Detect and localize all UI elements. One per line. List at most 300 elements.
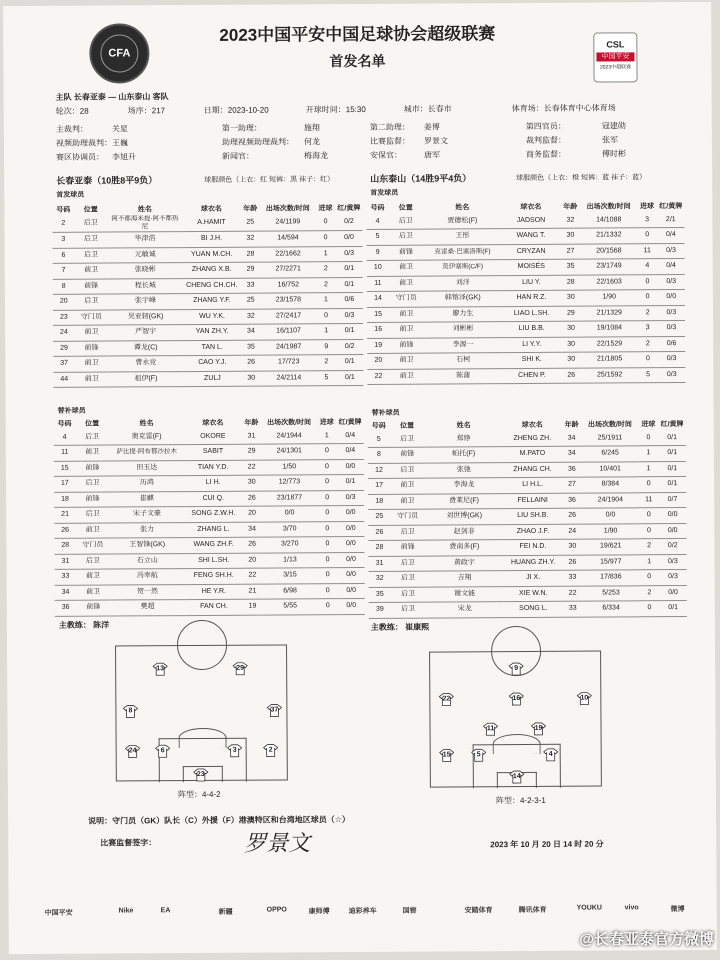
official-role: 助理视频助理裁判： (221, 137, 294, 147)
sponsor-logo: 康师傅 (308, 908, 330, 916)
player-cell: 16/752 (261, 277, 316, 293)
player-cell: 张弛 (424, 462, 503, 478)
player-cell: 24/1944 (261, 428, 317, 444)
player-cell: 0 (317, 475, 337, 491)
player-cell: 1 (316, 324, 336, 340)
player-cell: 36 (562, 493, 582, 509)
player-cell: 0/3 (657, 274, 684, 290)
player-cell: 0 (318, 568, 338, 584)
player-cell: 8 (53, 279, 75, 295)
player-cell: TIAN Y.D. (184, 460, 241, 476)
player-cell: 石立山 (110, 553, 185, 569)
column-header: 出场次数/时间 (587, 421, 632, 429)
player-cell: CHEN P. (503, 368, 562, 384)
player-cell: 0/1 (336, 354, 363, 370)
player-shirt-icon (122, 704, 138, 718)
player-cell: 前锋 (390, 447, 424, 463)
player-cell: 贾德松(F) (423, 213, 502, 229)
player-cell: 0/0 (659, 585, 686, 601)
player-cell: 0 (316, 231, 336, 247)
player-row (54, 443, 364, 460)
shirt-number: 23 (196, 770, 205, 779)
sponsor-logo: 微博 (670, 906, 685, 914)
player-cell: FAN CH. (185, 599, 242, 615)
player-cell: WANG T. (502, 228, 561, 244)
player-cell: MOISÉS (502, 259, 561, 275)
player-cell: 0/2 (335, 214, 362, 231)
player-cell: 0 (317, 490, 337, 506)
player-cell: 30 (561, 290, 581, 306)
column-header: 年龄 (243, 205, 258, 213)
player-cell: 30 (560, 228, 580, 244)
player-cell: 前卫 (75, 372, 108, 388)
player-cell: 25/1592 (581, 367, 638, 383)
player-cell: 1/13 (262, 552, 318, 568)
player-cell: 后卫 (389, 214, 423, 230)
player-cell: FELLAINI (503, 493, 562, 509)
shirt-number: 19 (534, 724, 543, 732)
player-cell: 0 (639, 601, 659, 617)
sponsor-logo: 迪彩养车 (348, 907, 377, 916)
player-cell: 1 (316, 293, 336, 309)
sponsor-logo: 新疆 (218, 908, 233, 916)
player-cell: 后卫 (391, 571, 425, 587)
player-cell: 30 (561, 321, 581, 337)
player-cell: 24/1904 (582, 492, 639, 508)
player-cell: 0/4 (657, 259, 684, 275)
player-cell: ZULJ (183, 371, 241, 387)
player-cell: 31 (242, 429, 262, 445)
shirt-number: 4 (548, 750, 553, 758)
player-cell: 刘彬彬 (424, 322, 503, 338)
away-subs-table (368, 418, 687, 618)
player-cell: 1/50 (262, 459, 318, 475)
player-cell: 14/594 (260, 231, 315, 247)
player-cell: 0/3 (658, 305, 685, 321)
player-shirt-icon (125, 744, 141, 758)
player-cell: SONG L. (504, 601, 563, 617)
player-cell: 崔麒 (109, 491, 184, 507)
official-name: 姜博 (423, 122, 440, 132)
player-cell: 2 (316, 277, 336, 293)
player-cell: 34 (55, 585, 77, 601)
player-cell: 历鸿 (109, 476, 184, 492)
player-cell: 前卫 (389, 260, 423, 276)
player-cell: 27/2417 (261, 308, 316, 324)
player-cell: 守门员 (390, 509, 424, 525)
player-cell: LIU SH.B. (503, 508, 562, 524)
city: 城市：长春市 (403, 104, 452, 114)
player-cell: 前卫 (76, 569, 109, 585)
player-cell: 33 (562, 570, 582, 586)
player-cell: 0/0 (337, 505, 364, 521)
official-role: 比赛监督： (369, 136, 410, 146)
player-row (54, 521, 364, 538)
cfa-logo-text: CFA (100, 34, 138, 72)
player-cell: 3 (638, 321, 658, 337)
player-cell: 5 (638, 367, 658, 383)
player-cell: 2 (52, 216, 74, 233)
player-shirt-icon (508, 692, 524, 706)
player-cell: 17 (54, 476, 76, 492)
player-row (52, 230, 362, 247)
player-cell: 0/1 (336, 323, 363, 339)
official-role: 商务监督： (525, 149, 567, 159)
player-cell: 严智宇 (108, 325, 183, 341)
page-subtitle: 首发名单 (329, 52, 386, 70)
player-cell: 23/1578 (261, 293, 316, 309)
column-header: 姓名 (137, 206, 152, 214)
player-cell: 0 (638, 352, 658, 368)
player-shirt-icon (508, 662, 524, 676)
column-header: 红/黄牌 (338, 418, 362, 427)
player-row (53, 292, 363, 309)
player-cell: 后卫 (74, 216, 107, 233)
player-cell: 31 (54, 554, 76, 570)
away-kit: 球服颜色（上衣：橙 短裤：蓝 袜子：蓝） (516, 174, 647, 183)
player-cell: 34 (562, 431, 582, 447)
player-cell: 30 (562, 539, 582, 555)
home-starters-table (52, 202, 363, 388)
player-cell: 26 (54, 523, 76, 539)
player-cell: 0/0 (337, 536, 364, 552)
player-cell: 费南多(F) (425, 540, 504, 556)
player-cell: 0 (318, 599, 338, 615)
player-cell: 0/1 (659, 477, 686, 493)
player-cell: 17/836 (583, 570, 640, 586)
player-cell: 25 (241, 293, 261, 309)
player-cell: 16 (367, 322, 389, 338)
player-cell: 18 (368, 494, 390, 510)
player-cell: 前锋 (74, 279, 107, 295)
player-cell: 20 (367, 353, 389, 369)
shirt-number: 6 (160, 747, 165, 755)
column-header: 球衣名 (520, 203, 542, 212)
home-formation: 阵型：4-4-2 (177, 789, 221, 800)
player-cell: 2 (316, 355, 336, 371)
player-cell: 39 (369, 602, 391, 618)
official-name: 张军 (601, 135, 618, 145)
shirt-number: 22 (442, 695, 451, 703)
player-cell: 张宇峰 (108, 294, 183, 310)
player-cell: 后卫 (76, 476, 109, 492)
player-cell: 前卫 (390, 478, 424, 494)
player-cell: 3/270 (262, 537, 318, 553)
player-cell: 0/0 (337, 459, 364, 475)
player-cell: 2/1 (657, 212, 684, 228)
player-cell: 前锋 (76, 461, 109, 477)
player-cell: 30 (561, 337, 581, 353)
player-cell: 后卫 (390, 463, 424, 479)
player-cell: 35 (241, 340, 261, 356)
player-cell: 5/253 (583, 585, 640, 601)
shirt-number: 15 (442, 751, 451, 759)
player-cell: 前卫 (389, 307, 423, 323)
sponsor-bar (8, 882, 716, 916)
weibo-watermark: @长春亚泰官方微博 (579, 931, 714, 948)
player-cell: 22 (562, 586, 582, 602)
sponsor-logo: EA (160, 907, 171, 915)
player-cell: 0 (316, 214, 336, 231)
official-name: 梅海龙 (304, 151, 329, 161)
player-cell: 莫伊塞斯(C/F) (423, 260, 502, 276)
player-cell: 张力 (109, 522, 184, 538)
player-cell: 0/7 (659, 492, 686, 508)
player-row (53, 323, 363, 340)
player-cell: CRYZAN (502, 244, 561, 260)
player-cell: 2 (637, 305, 657, 321)
player-row (53, 370, 363, 387)
player-cell: 15/977 (582, 554, 639, 570)
player-cell: 34 (241, 324, 261, 340)
player-cell: WANG ZH.F. (185, 537, 242, 553)
player-cell: M.PATO (503, 446, 562, 462)
player-cell: 28 (561, 275, 581, 291)
column-header: 球衣名 (202, 419, 224, 427)
shirt-number: 29 (236, 664, 245, 672)
player-cell: 21 (54, 507, 76, 523)
sponsor-logo: vivo (624, 904, 639, 912)
player-cell: 0 (317, 537, 337, 553)
player-cell: 4 (366, 214, 388, 230)
player-cell: 0 (316, 308, 336, 324)
official-name: 罗景文 (423, 136, 448, 146)
player-cell: LIU B.B. (502, 321, 561, 337)
column-header: 年龄 (564, 421, 579, 429)
player-shirt-icon (193, 768, 209, 782)
column-header: 位置 (85, 420, 100, 428)
player-shirt-icon (155, 744, 171, 758)
player-cell: 张晓彬 (108, 263, 183, 279)
column-header: 红/黄牌 (660, 421, 684, 429)
player-cell: LI H.L. (503, 477, 562, 493)
player-cell: 克雷桑·巴塞洛斯(F) (423, 244, 502, 260)
csl-logo-sponsor: 中国平安 (596, 52, 634, 61)
player-cell: 前卫 (75, 356, 108, 372)
player-cell: 10 (367, 260, 389, 276)
player-cell: 石柯 (424, 353, 503, 369)
player-cell: 35 (369, 587, 391, 603)
home-team-name: 长春亚泰（10胜8平9负） (56, 175, 158, 186)
player-cell: 0/3 (336, 308, 363, 324)
player-cell: 0/4 (337, 428, 364, 444)
player-cell: 21/1329 (581, 305, 638, 321)
player-cell: 32 (240, 231, 260, 247)
player-cell: 20 (242, 553, 262, 569)
player-cell: 20 (53, 294, 75, 310)
player-cell: 0/0 (335, 230, 362, 246)
column-header: 位置 (398, 204, 413, 212)
player-cell: OKORE (184, 429, 241, 445)
column-header: 进球 (318, 205, 333, 213)
player-cell: 毕津浩 (107, 232, 182, 248)
away-subs-label: 替补球员 (371, 409, 400, 417)
player-cell: 29 (53, 341, 75, 357)
player-cell: 前卫 (76, 523, 109, 539)
player-cell: 27 (562, 477, 582, 493)
player-cell: 王彤 (423, 229, 502, 245)
player-cell: 宋龙 (425, 602, 504, 618)
player-cell: 3 (52, 232, 74, 248)
player-cell: 1/90 (581, 290, 638, 306)
player-cell: 0/0 (659, 523, 686, 539)
player-cell: A.HAMIT (183, 215, 241, 232)
player-cell: 陈蒲 (424, 368, 503, 384)
player-cell: 11 (637, 243, 657, 259)
home-subs-label: 替补球员 (57, 407, 86, 415)
shirt-number: 13 (156, 665, 165, 673)
sponsor-logo: 安踏体育 (464, 907, 493, 915)
player-cell: 韩镕泽(GK) (423, 291, 502, 307)
player-cell: 0/0 (582, 508, 639, 524)
player-cell: 后卫 (389, 229, 423, 245)
player-cell: 17/723 (261, 355, 316, 371)
shirt-number: 11 (486, 725, 495, 733)
player-cell: 0/0 (337, 552, 364, 568)
player-cell: 28 (368, 540, 390, 556)
player-cell: 后卫 (391, 587, 425, 603)
player-cell: 前锋 (391, 540, 425, 556)
player-cell: 后卫 (390, 432, 424, 448)
player-row (54, 490, 364, 507)
away-team-name: 山东泰山（14胜9平4负） (370, 173, 472, 184)
column-header: 号码 (370, 204, 385, 212)
sponsor-logo: 国窖 (402, 907, 417, 915)
player-cell: 44 (53, 372, 75, 388)
player-cell: 郑铮 (424, 431, 503, 447)
player-cell: 阿不都海米提·阿不都热尼 (107, 215, 182, 232)
player-cell: 21/1805 (581, 352, 638, 368)
player-cell: 守门员 (76, 538, 109, 554)
official-name: 关星 (111, 124, 128, 134)
player-row (55, 583, 365, 600)
column-header: 出场次数/时间 (265, 205, 310, 213)
column-header: 位置 (83, 206, 98, 214)
player-cell: HUANG ZH.Y. (504, 555, 563, 571)
away-starters-table (366, 200, 685, 385)
player-cell: 22 (367, 369, 389, 385)
player-row (54, 552, 364, 569)
sponsor-logo: OPPO (266, 906, 287, 914)
player-cell: 0/1 (659, 601, 686, 617)
player-cell: 5 (316, 370, 336, 386)
player-cell: LIAO L.SH. (502, 306, 561, 322)
player-row (55, 567, 365, 584)
player-cell: 24/2114 (261, 370, 316, 386)
player-cell: 30 (241, 371, 261, 387)
player-cell: JI X. (504, 570, 563, 586)
player-cell: 4 (637, 259, 657, 275)
player-cell: 宋子文豪 (109, 507, 184, 523)
player-cell: 11 (639, 492, 659, 508)
player-cell: 后卫 (76, 507, 109, 523)
player-cell: 5/55 (262, 599, 318, 615)
player-cell: 廖力生 (423, 306, 502, 322)
player-cell: 2 (639, 539, 659, 555)
player-cell: CAO Y.J. (183, 355, 241, 371)
player-row (53, 277, 363, 294)
player-cell: 24/1301 (261, 444, 317, 460)
player-cell: 后卫 (74, 232, 107, 248)
column-header: 出场次数/时间 (586, 203, 631, 211)
player-cell: 守门员 (389, 291, 423, 307)
player-shirt-icon (543, 748, 559, 762)
column-header: 姓名 (139, 420, 154, 428)
player-cell: 0/1 (337, 474, 364, 490)
away-starters-label: 首发球员 (370, 189, 399, 197)
shirt-number: 2 (268, 746, 273, 754)
player-cell: 樊超 (110, 600, 185, 616)
shirt-number: 8 (128, 707, 133, 715)
official-name: 何龙 (303, 137, 320, 147)
penalty-arc (493, 734, 541, 754)
player-cell: 21/1332 (580, 228, 637, 244)
sponsor-logo: Nike (118, 907, 134, 915)
player-cell: 11 (54, 445, 76, 461)
player-shirt-icon (152, 662, 168, 676)
player-cell: 30 (242, 475, 262, 491)
player-cell: 10/401 (582, 461, 639, 477)
player-cell: 4 (54, 430, 76, 446)
player-cell: 6/245 (582, 446, 639, 462)
player-cell: 0/4 (337, 443, 364, 459)
player-cell: 26 (242, 491, 262, 507)
player-cell: 15 (54, 461, 76, 477)
player-cell: 20 (242, 506, 262, 522)
player-shirt-icon (263, 744, 279, 758)
player-row (53, 308, 363, 325)
player-cell: ZHAO J.F. (504, 524, 563, 540)
player-cell: 2 (639, 585, 659, 601)
player-cell: 谭龙(C) (108, 340, 183, 356)
player-cell: 田玉达 (109, 460, 184, 476)
player-cell: 前卫 (74, 263, 107, 279)
shirt-number: 10 (580, 694, 589, 702)
official-name: 王巍 (111, 138, 128, 148)
player-cell: 冯率航 (110, 569, 185, 585)
player-cell: 0/3 (658, 367, 685, 383)
player-cell: 23/1877 (262, 490, 318, 506)
player-cell: SHI L.SH. (185, 553, 242, 569)
player-cell: 22/1603 (581, 274, 638, 290)
column-header: 号码 (56, 206, 71, 214)
official-role: 新闻官： (222, 151, 255, 161)
player-cell: 6/98 (262, 583, 318, 599)
player-cell: 34 (562, 446, 582, 462)
player-cell: 吉翔 (425, 571, 504, 587)
player-shirt-icon (438, 692, 454, 706)
player-cell: 24 (53, 325, 75, 341)
player-cell: 22/1529 (581, 336, 638, 352)
player-cell: 25/1911 (582, 430, 639, 446)
player-cell: 18 (54, 492, 76, 508)
official-role: 第二助理： (369, 122, 410, 132)
player-cell: 1/90 (582, 523, 639, 539)
home-formation-pitch (115, 644, 288, 781)
official-role: 第四官员： (525, 121, 566, 131)
player-cell: 0/1 (336, 277, 363, 293)
player-cell: 李海龙 (425, 478, 504, 494)
player-cell: 17 (368, 478, 390, 494)
signature-label: 比赛监督签字： (100, 838, 157, 848)
player-cell: 0 (639, 523, 659, 539)
player-cell: 赵剑非 (425, 524, 504, 540)
player-cell: 8/384 (582, 477, 639, 493)
player-cell: 前锋 (76, 492, 109, 508)
column-header: 进球 (639, 203, 655, 211)
player-cell: 23/1749 (581, 259, 638, 275)
player-cell: 后卫 (75, 294, 108, 310)
